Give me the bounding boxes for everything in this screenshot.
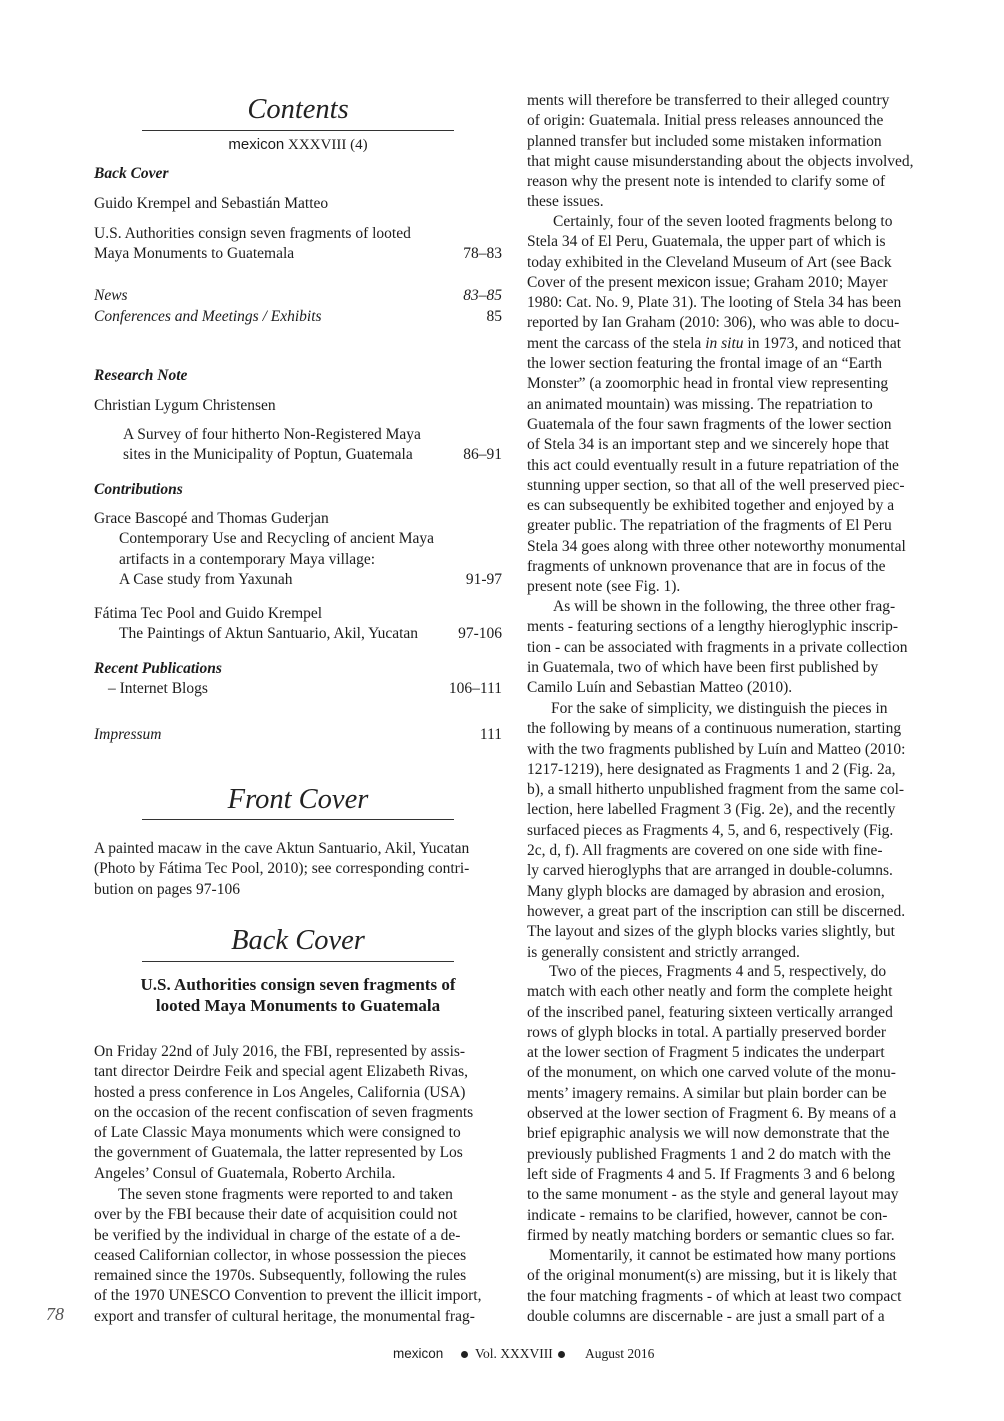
body-paragraph-4: For the sake of simplicity, we distinguish the pieces in the following by means of a continuous numeration, starting with the two fragments published by Luín and Matteo (2010: 1217-1219), here designated as Fragments 1 and 2 (Fig. 2a, b), a small hitherto unpublished fragment from the same col- lection, here labelled Fragment 3 (Fig. 2e), and the recently surfaced pieces as Fragments 4, 5, and 6, respectively (Fig. 2c, d, f). All fragments are covered on one side with fine- ly carved hieroglyphs that are arranged in double-columns. Many glyph blocks are damaged by abrasion and erosion, however, a great part of the inscription can still be discerned. The layout and sizes of the glyph blocks varies slightly, but is generally consistent and strictly arranged. bbox=[527, 700, 906, 961]
toc-research-article-line2-text: sites in the Municipality of Poptun, Guatemala bbox=[123, 446, 413, 463]
body-paragraph-2-italic: in situ bbox=[705, 334, 744, 352]
toc-back-cover-article-line1: U.S. Authorities consign seven fragments of looted bbox=[94, 225, 411, 242]
body-paragraph-2-part-a: Certainly, four of the seven looted fragments belong to Stela 34 of El Peru, Guatemala, the upper part of which is today exhibited in the Cleveland Museum of Art (see Back Cover of the present bbox=[527, 213, 893, 291]
body-paragraph-6: Momentarily, it cannot be estimated how many portions of the original monument(s) are missing, but it is likely that the four matching fragments - of which at least two compact double columns are discernable - are just a small part of a bbox=[527, 1247, 902, 1325]
toc-contrib1-line3 bbox=[119, 570, 502, 590]
toc-contrib1-line1: Contemporary Use and Recycling of ancient Maya bbox=[119, 530, 435, 547]
toc-contrib2-pages: 97-106 bbox=[458, 625, 502, 642]
body-paragraph-2-part-c: in 1973, and noticed that the lower section featuring the frontal image of an “Earth Monster” (a zoomorphic head in frontal view representing an animated mountain) was missing. The repatriation to Guatemala of the four sawn fragments of the lower section of Stela 34 is an important step and we sincerely hope that this act could eventually result in a future repatriation of the stunning upper section, so that all of the well preserved piec- es can subsequently be exhibited together and enjoyed by a greater public. The repatriation of the fragments of El Peru Stela 34 goes along with three other noteworthy monumental fragments of unknown provenance that are in focus of the present note (see Fig. 1). bbox=[527, 334, 906, 596]
toc-back-cover-authors: Guido Krempel and Sebastián Matteo bbox=[94, 195, 329, 212]
toc-impressum-label: Impressum bbox=[94, 726, 162, 743]
footer-date: August 2016 bbox=[585, 1346, 655, 1361]
issue-journal: mexicon bbox=[228, 136, 285, 153]
back-cover-title: Back Cover bbox=[231, 925, 365, 956]
toc-conferences-pages: 85 bbox=[486, 308, 502, 325]
page-number: 78 bbox=[46, 1304, 64, 1324]
toc-research-article-line2 bbox=[123, 445, 502, 465]
toc-back-cover-pages: 78–83 bbox=[463, 245, 502, 262]
front-cover-rule bbox=[142, 819, 454, 820]
front-cover-title: Front Cover bbox=[227, 784, 369, 815]
toc-contrib2-line1 bbox=[119, 624, 502, 644]
body-paragraph-2-part-b: issue; Graham 2010; Mayer 1980: Cat. No. 9, Plate 31). The looting of Stela 34 has been reported by Ian Graham (2010: 306), who was able to docu- ment the carcass of the stela bbox=[527, 273, 902, 352]
body-paragraph-2 bbox=[527, 212, 935, 598]
back-cover-rule bbox=[142, 961, 454, 962]
toc-contrib1-line3-text: A Case study from Yaxunah bbox=[119, 571, 293, 588]
footer-bullet-1 bbox=[461, 1346, 468, 1362]
back-cover-paragraph-2: The seven stone fragments were reported to and taken over by the FBI because their date of acquisition could not be verified by the individual in charge of the estate of a de- ceased Californian collector, in whose possession the pieces remained since the 1970s. Subsequently, following the rules of the 1970 UNESCO Convention to prevent the illicit import, export and transfer of cultural heritage, the monumental frag- bbox=[94, 1186, 482, 1325]
toc-heading-contributions: Contributions bbox=[94, 481, 183, 498]
toc-heading-back-cover: Back Cover bbox=[94, 165, 169, 182]
toc-news-label: News bbox=[94, 287, 128, 304]
body-paragraph-3: As will be shown in the following, the three other frag- ments - featuring sections of a lengthy hieroglyphic inscrip- tion - can be associated with fragments in a private collection in Guatemala, two of which have been first published by Camilo Luín and Sebastian Matteo (2010). bbox=[527, 598, 908, 697]
body-paragraph-2-journal: mexicon bbox=[657, 274, 711, 291]
toc-recent-item-text: – Internet Blogs bbox=[108, 680, 208, 697]
toc-conferences bbox=[94, 307, 502, 327]
toc-research-author: Christian Lygum Christensen bbox=[94, 397, 276, 414]
front-cover-caption: A painted macaw in the cave Aktun Santuario, Akil, Yucatan (Photo by Fátima Tec Pool, 2010); see corresponding contri- bution on pages 97-106 bbox=[94, 840, 470, 898]
toc-research-pages: 86–91 bbox=[463, 446, 502, 463]
toc-recent-pages: 106–111 bbox=[448, 680, 502, 697]
contents-rule bbox=[142, 130, 454, 131]
toc-conferences-label: Conferences and Meetings / Exhibits bbox=[94, 308, 322, 325]
issue-volume: XXXVIII (4) bbox=[288, 137, 368, 153]
back-cover-paragraph-1: On Friday 22nd of July 2016, the FBI, represented by assis- tant director Deirdre Feik and special agent Elizabeth Rivas, hosted a press conference in Los Angeles, California (USA) on the occasion of the recent confiscation of seven fragments of Late Classic Maya monuments which were consigned to the government of Guatemala, the latter represented by Los Angeles’ Consul of Guatemala, Roberto Archila. bbox=[94, 1043, 474, 1182]
toc-contrib2-line1-text: The Paintings of Aktun Santuario, Akil, Yucatan bbox=[119, 625, 419, 642]
body-paragraph-1: ments will therefore be transferred to their alleged country of origin: Guatemala. Initial press releases announced the planned transfer but included some mistaken information that might cause misunderstanding about the objects involved, reason why the present note is intended to clarify some of these issues. bbox=[527, 92, 914, 211]
footer-bullet-2 bbox=[558, 1346, 565, 1362]
toc-news bbox=[94, 286, 502, 306]
body-paragraph-5: Two of the pieces, Fragments 4 and 5, respectively, do match with each other neatly and form the complete height of the inscribed panel, featuring sixteen vertically arranged rows of glyph blocks in total. A partially preserved border at the lower section of Fragment 5 indicates the underpart of the monument, on which one carved volute of the monu- ments’ imagery remains. A similar but plain border can be observed at the lower section of Fragment 6. By means of a brief epigraphic analysis we will now demonstrate that the previously published Fragments 1 and 2 do match with the left side of Fragments 4 and 5. If Fragments 3 and 6 belong to the same monument - as the style and general layout may indicate - remains to be clarified, however, cannot be con- firmed by neatly matching borders or semantic clues so far. bbox=[527, 963, 899, 1244]
toc-news-pages: 83–85 bbox=[463, 287, 502, 304]
footer-volume: Vol. XXXVIII bbox=[475, 1346, 553, 1361]
toc-recent-item bbox=[108, 679, 502, 699]
toc-contrib1-authors: Grace Bascopé and Thomas Guderjan bbox=[94, 510, 329, 527]
issue-line bbox=[142, 136, 454, 154]
toc-impressum bbox=[94, 725, 502, 745]
contents-title: Contents bbox=[247, 94, 349, 125]
toc-contrib1-line2: artifacts in a contemporary Maya village: bbox=[119, 551, 376, 568]
toc-research-article-line1: A Survey of four hitherto Non-Registered Maya bbox=[123, 426, 421, 443]
toc-contrib2-authors: Fátima Tec Pool and Guido Krempel bbox=[94, 605, 323, 622]
toc-heading-recent-publications: Recent Publications bbox=[94, 660, 222, 677]
toc-back-cover-article-line2-text: Maya Monuments to Guatemala bbox=[94, 245, 295, 262]
back-cover-article-title: U.S. Authorities consign seven fragments of looted Maya Monuments to Guatemala bbox=[140, 975, 456, 1015]
toc-contrib1-pages: 91-97 bbox=[465, 571, 502, 588]
toc-impressum-pages: 111 bbox=[479, 726, 502, 743]
toc-back-cover-article-line2 bbox=[94, 244, 502, 264]
toc-heading-research-note: Research Note bbox=[94, 367, 188, 384]
footer-journal: mexicon bbox=[393, 1346, 444, 1361]
